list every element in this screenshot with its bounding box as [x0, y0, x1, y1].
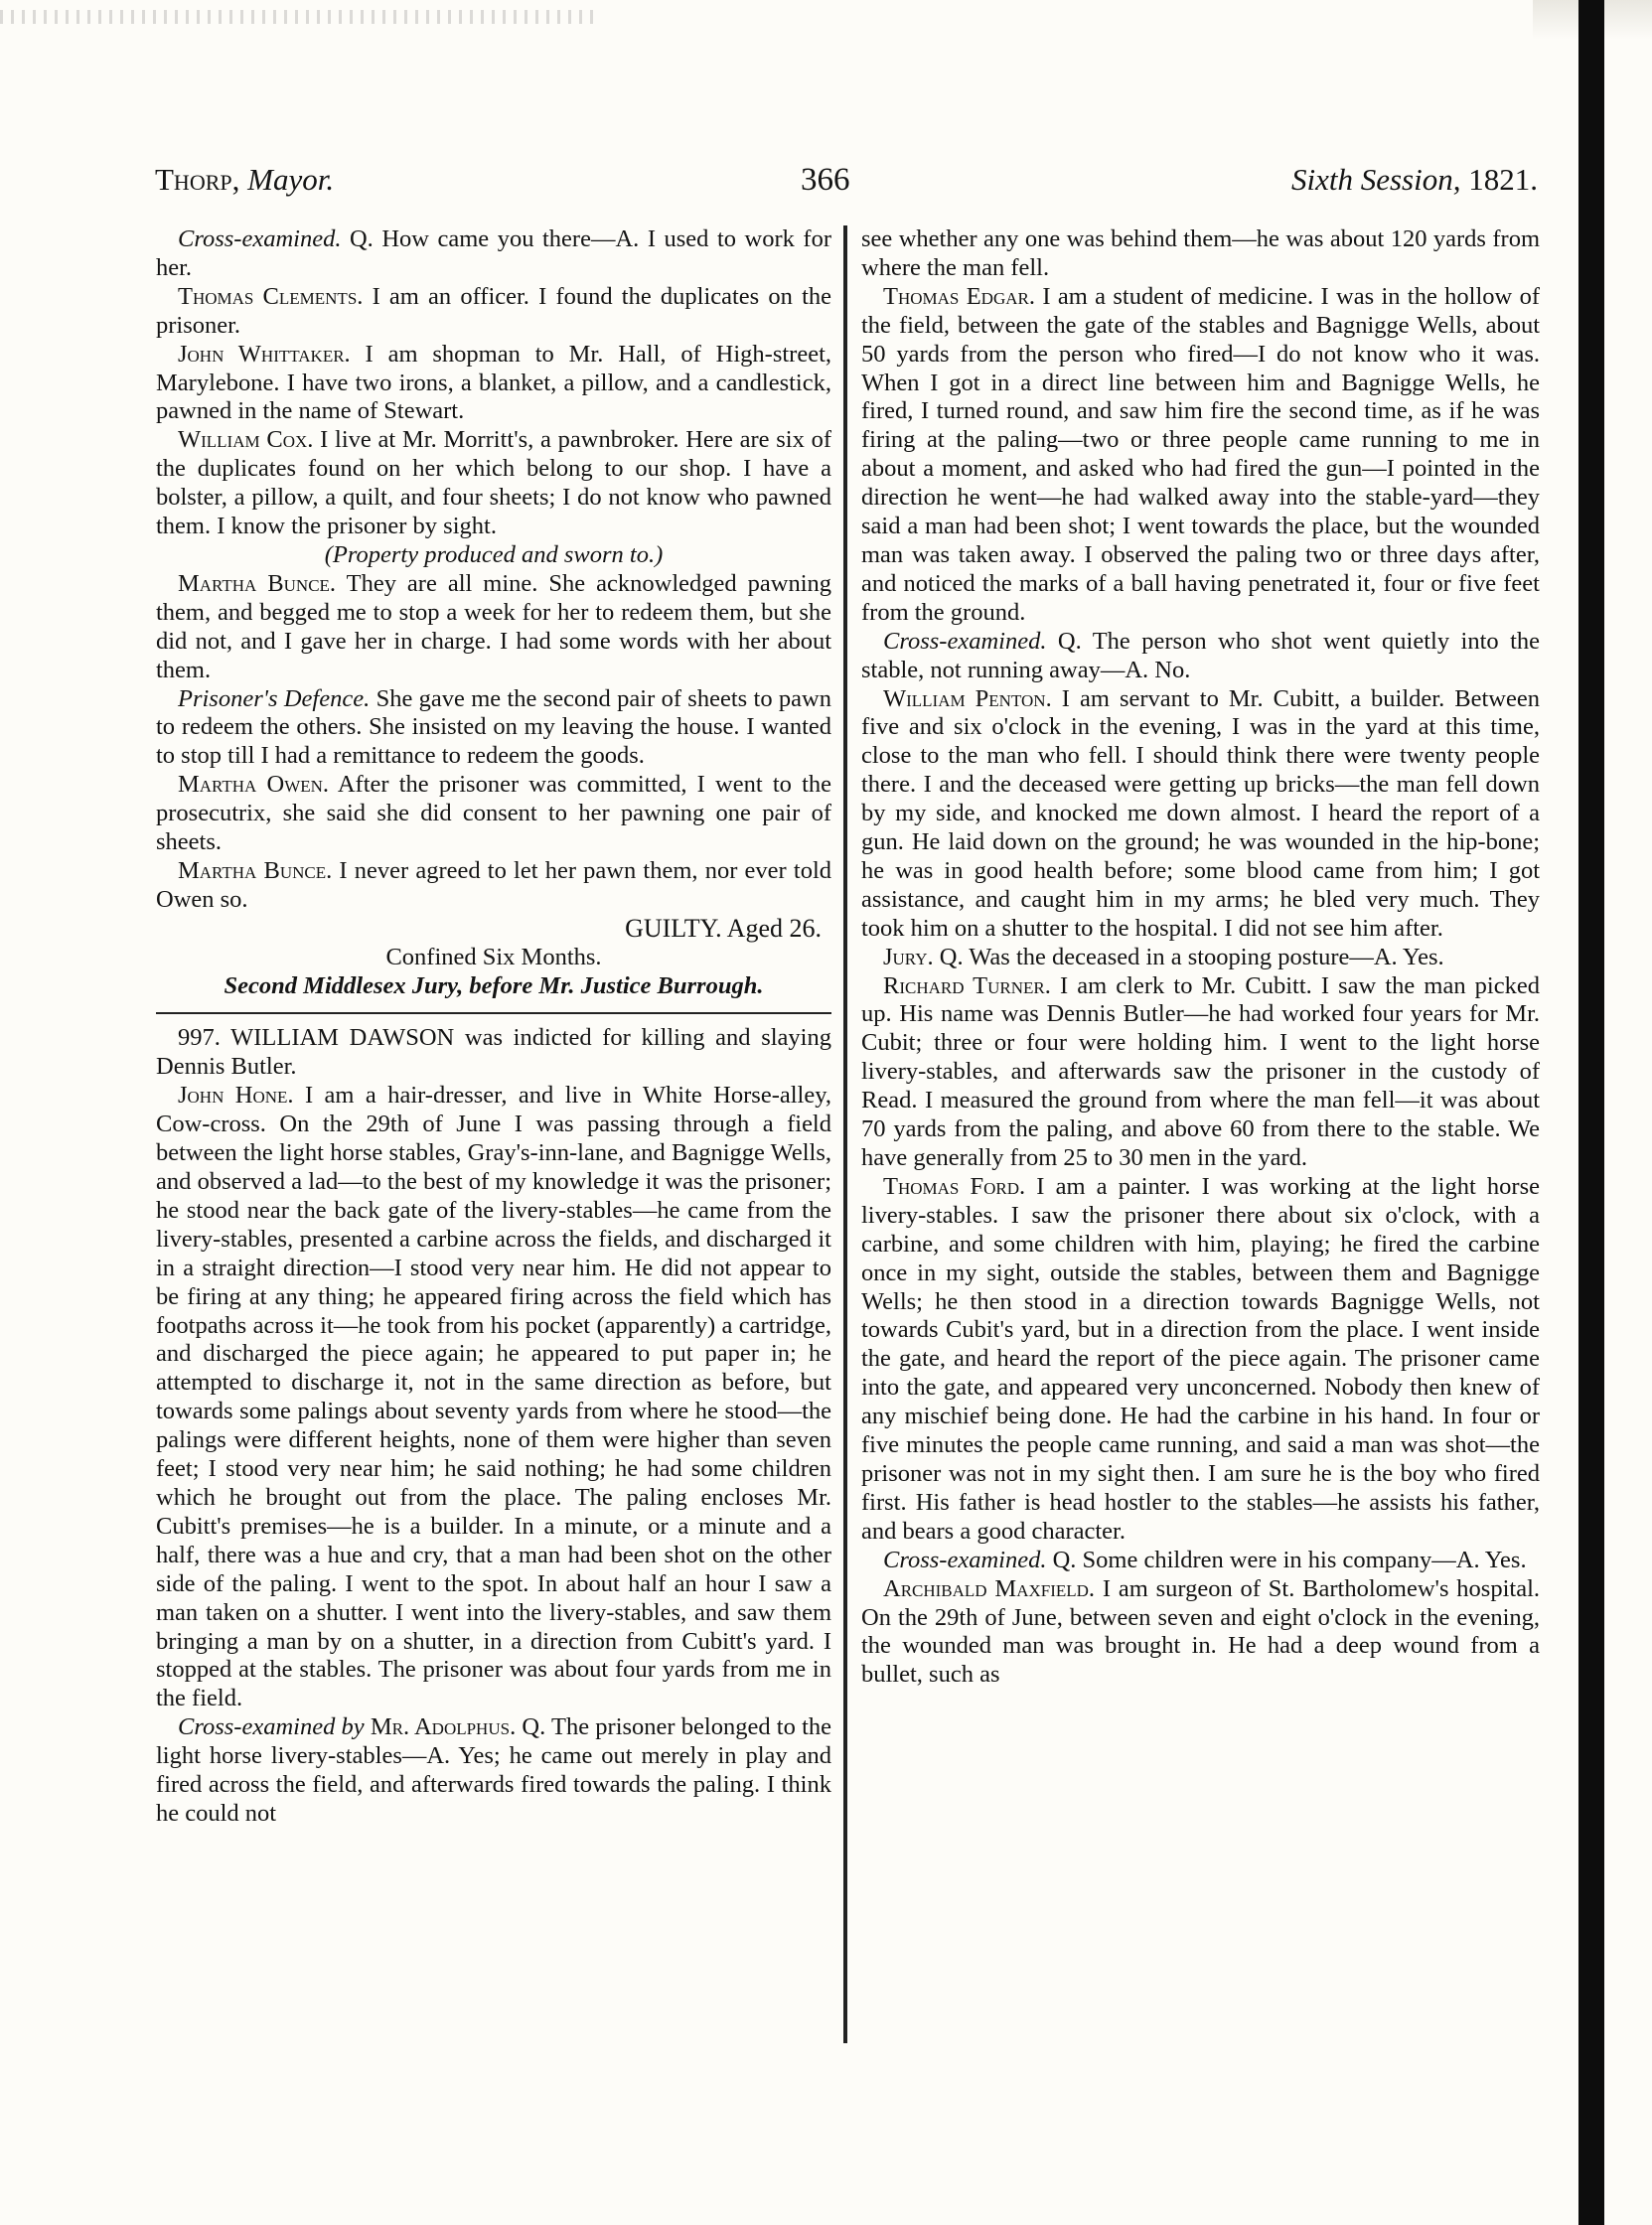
paragraph-text: see whether any one was behind them—he was about 120 yards from where the man fell. — [861, 225, 1540, 281]
page-number: 366 — [801, 162, 850, 198]
paragraph-text: I am shopman to Mr. Hall, of High-street, Marylebone. I have two irons, a blanket, a pillow, and a candlestick, pawned in the name of Stewart. — [156, 340, 831, 425]
header-left: Thorp, Mayor. — [155, 162, 335, 197]
speaker-name: William Penton. — [883, 684, 1052, 712]
paragraph-text: Q. Some children were in his company—A. Yes. — [1046, 1546, 1527, 1573]
paragraph: (Property produced and sworn to.) — [324, 540, 664, 568]
paragraph — [156, 341, 831, 427]
paragraph-label: Cross-examined. — [883, 627, 1047, 655]
speaker-name: Richard Turner. — [883, 971, 1051, 999]
paragraph-text: Q. The person who shot went quietly into the stable, not running away—A. No. — [861, 627, 1540, 683]
verdict-jury: Second Middlesex Jury, before Mr. Justice Burrough. — [224, 971, 764, 999]
left-column-testimony — [156, 225, 831, 915]
paragraph — [156, 1713, 831, 1829]
paragraph — [156, 225, 831, 283]
paragraph-label: Cross-examined by — [178, 1713, 365, 1741]
paragraph-text: Q. How came you there—A. I used to work for her. — [156, 225, 831, 281]
case-number: 997. — [178, 1024, 221, 1052]
speaker-name: Martha Bunce. — [178, 856, 333, 884]
paragraph-text: She gave me the second pair of sheets to pawn to redeem the others. She insisted on my leaving the house. I wanted to stop till I had a remittance to redeem the goods. — [156, 684, 831, 770]
header-year: 1821. — [1468, 162, 1538, 197]
paragraph — [861, 685, 1540, 944]
paragraph-text: After the prisoner was committed, I went to the prosecutrix, she said she did consent to her pawning one pair of sheets. — [156, 771, 831, 856]
speaker-name: Jury. — [883, 943, 934, 970]
paragraph-text: I never agreed to let her pawn them, nor ever told Owen so. — [156, 856, 831, 913]
paragraph — [156, 857, 831, 915]
paragraph — [861, 225, 1540, 283]
page-header — [155, 162, 1538, 208]
paragraph-text: I live at Mr. Morritt's, a pawnbroker. Here are six of the duplicates found on her which belong to our shop. I have a bolster, a pillow, a quilt, and four sheets; I do not know who pawned them. I know the prisoner by sight. — [156, 426, 831, 540]
paragraph — [861, 944, 1540, 972]
header-mayor-name: Thorp — [155, 162, 232, 197]
speaker-name: Mr. Adolphus. — [364, 1713, 517, 1741]
paragraph — [861, 1173, 1540, 1547]
scan-binding-edge — [1578, 0, 1604, 2225]
paragraph-text: I am a painter. I was working at the light horse livery-stables. I saw the prisoner there about six o'clock, with a carbine, and some children with him, playing; he fired the carbine once in my sight, outside the stables, between them and Bagnigge Wells; he then stood in a direction towards Bagnigge Wells, not towards Cubit's yard, but in a direction from the place. I went inside the gate, and heard the report of the piece again. The prisoner came into the gate, and appeared very unconcerned. Nobody then knew of any mischief being done. He had the carbine in his hand. In four or five minutes the people came running, and said a man was shot—the prisoner was not in my sight then. I am sure he is the boy who fired first. His father is head hostler to the stables—he assists his father, and bears a good character. — [861, 1172, 1540, 1545]
paragraph-text: I am a hair-dresser, and live in White Horse-alley, Cow-cross. On the 29th of June I was passing through a field between the light horse stables, Gray's-inn-lane, and Bagnigge Wells, and observed a lad—to the best of my knowledge it was the prisoner; he stood near the back gate of the livery-stables—he came from the livery-stables, presented a carbine across the fields, and discharged it in a straight direction—I stood very near him. He did not appear to be firing at any thing; he appeared firing across the field which has footpaths across it—he took from his pocket (apparently) a cartridge, and discharged the piece again; he appeared to put paper in; he attempted to discharge it, not in the same direction as before, but towards some palings about seventy yards from where he stood—the palings were different heights, none of them were higher than seven feet; I stood very near him; he said nothing; he had some children which he brought out from the place. The paling encloses Mr. Cubitt's premises—he is a builder. In a minute, or a minute and a half, there was a hue and cry, that a man had been shot on the other side of the paling. I went to the spot. In about half an hour I saw a man taken on a shutter. I went into the livery-stables, and saw them bringing a man by on a shutter, in a direction from Cubitt's yard. I stopped at the stables. The prisoner was about four yards from me in the field. — [156, 1082, 831, 1712]
speaker-name: William Cox. — [178, 426, 314, 454]
paragraph-label: Cross-examined. — [883, 1546, 1047, 1573]
verdict-sentence: Confined Six Months. — [385, 943, 602, 970]
paragraph-text: Q. Was the deceased in a stooping posture—A. Yes. — [933, 943, 1444, 970]
paragraph — [861, 628, 1540, 685]
paragraph — [156, 426, 831, 541]
speaker-name: John Hone. — [178, 1082, 294, 1110]
paragraph — [156, 570, 831, 685]
paragraph-text: I am servant to Mr. Cubitt, a builder. Between five and six o'clock in the evening, I was in the yard at this time, close to the man who fell. I should think there were twenty people there. I and the deceased were getting up bricks—the man fell down by my side, and knocked me down almost. I heard the report of a gun. He laid down on the ground; he was wounded in the hip-bone; he was in good health before; some blood came from him; I got assistance, and caught him in my arms; he bled very much. They took him on a shutter to the hospital. I did not see him after. — [861, 684, 1540, 942]
case-heading — [156, 1024, 831, 1082]
column-divider — [843, 225, 847, 2043]
paragraph-text: I am clerk to Mr. Cubitt. I saw the man picked up. His name was Dennis Butler—he had worked four years for Mr. Cubit; three or four were holding him. I went to the light horse livery-stables, and afterwards saw the prisoner in the custody of Read. I measured the ground from where the man fell—it was about 70 yards from the paling, and above 60 from there to the stable. We have generally from 25 to 30 men in the yard. — [861, 971, 1540, 1171]
paragraph-text: They are all mine. She acknowledged pawning them, and begged me to stop a week for her to redeem them, but she did not, and I gave her in charge. I had some words with her about them. — [156, 569, 831, 683]
speaker-name: Archibald Maxfield. — [883, 1574, 1096, 1602]
paragraph-label: Prisoner's Defence. — [178, 684, 371, 712]
paragraph — [156, 283, 831, 341]
section-rule — [156, 1012, 831, 1014]
case-opening: WILLIAM DAWSON was indicted for killing and slaying Dennis Butler. — [156, 1024, 831, 1081]
scan-noise — [0, 10, 596, 24]
paragraph — [861, 1547, 1540, 1575]
paragraph-text: I am a student of medicine. I was in the hollow of the field, between the gate of the stables and Bagnigge Wells, about 50 yards from the person who fired—I do not know who it was. When I got in a direct line between him and Bagnigge Wells, he fired, I turned round, and saw him fire the second time, as if he was firing at the paling—two or three people came running to me in about a moment, and asked who had fired the gun—I pointed in the direction he went—he had walked away into the stable-yard—they said a man had been shot; I went towards the place, but the wounded man was taken away. I observed the paling two or three days after, and noticed the marks of a ball having penetrated it, four or five feet from the ground. — [861, 282, 1540, 626]
speaker-name: Thomas Clements. — [178, 282, 364, 310]
paragraph — [156, 685, 831, 772]
paragraph — [861, 1575, 1540, 1691]
verdict-guilty: GUILTY. Aged 26. — [625, 913, 822, 943]
speaker-name: Thomas Edgar. — [883, 282, 1035, 310]
paragraph-text: Q. The prisoner belonged to the light horse livery-stables—A. Yes; he came out merely in play and fired across the field, and afterwards fired towards the paling. I think he could not — [156, 1713, 831, 1827]
header-session: Sixth Session, — [1291, 162, 1461, 197]
left-column — [156, 225, 831, 2043]
paragraph — [156, 771, 831, 857]
header-right — [1291, 162, 1538, 198]
left-column-case-testimony — [156, 1082, 831, 1829]
paragraph-text: I am surgeon of St. Bartholomew's hospital. On the 29th of June, between seven and eight o'clock in the evening, the wounded man was brought in. He had a deep wound from a bullet, such as — [861, 1574, 1540, 1689]
right-column — [861, 225, 1540, 2043]
speaker-name: Martha Bunce. — [178, 569, 337, 597]
paragraph-text: I am an officer. I found the duplicates on the prisoner. — [156, 282, 831, 339]
speaker-name: Martha Owen. — [178, 771, 330, 799]
header-mayor-title: Mayor. — [247, 162, 335, 197]
speaker-name: Thomas Ford. — [883, 1172, 1026, 1200]
paragraph — [156, 1082, 831, 1713]
paragraph-label: Cross-examined. — [178, 225, 342, 252]
paragraph — [861, 972, 1540, 1173]
paragraph — [861, 283, 1540, 628]
speaker-name: John Whittaker. — [178, 340, 351, 368]
